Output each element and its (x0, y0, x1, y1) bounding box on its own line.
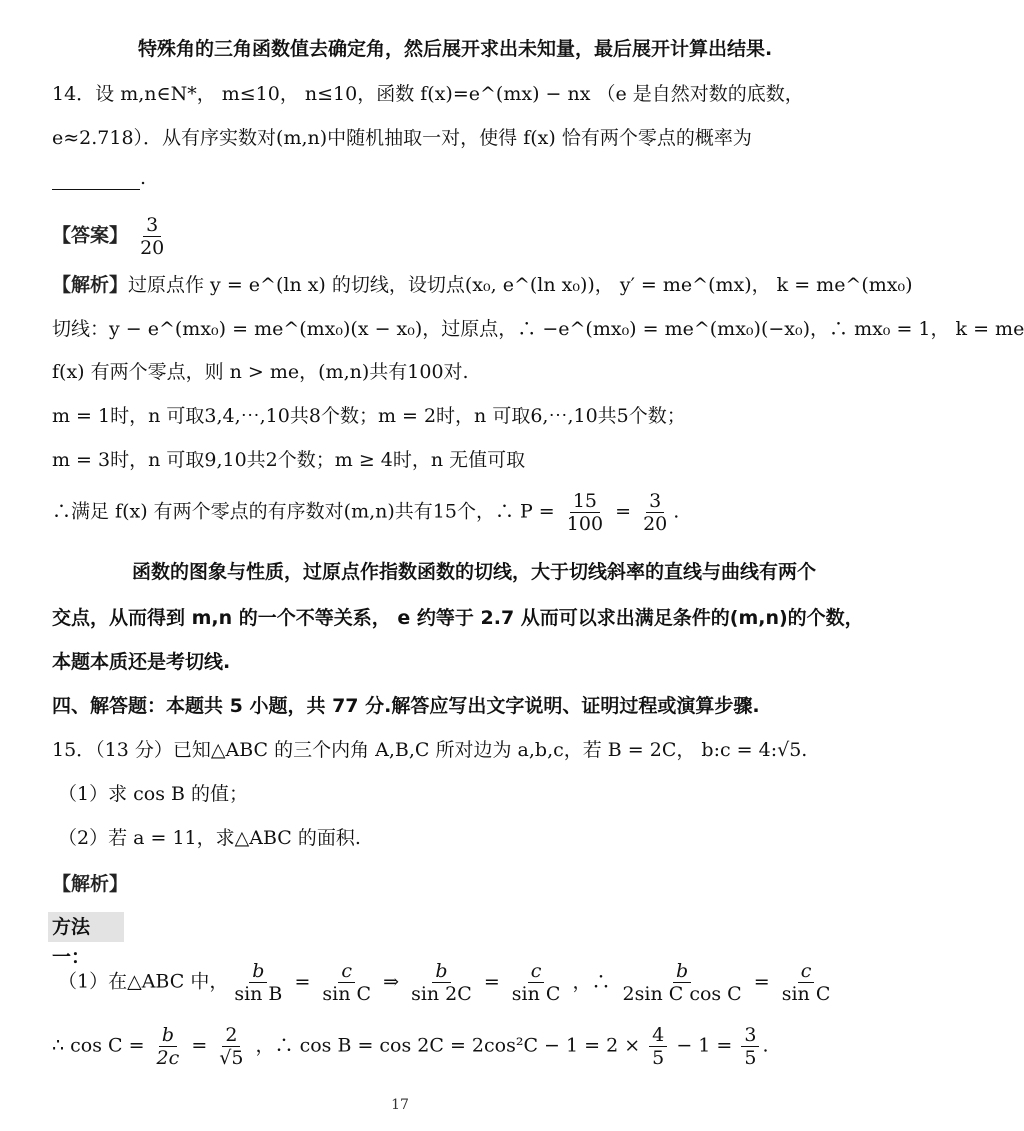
q14-line3 (52, 166, 146, 190)
chain-operator: ⇒ (377, 970, 406, 993)
cosc-frac-2 (216, 1024, 246, 1069)
cosc-frac-1 (154, 1024, 183, 1069)
answer-line (52, 214, 170, 259)
chain-fraction-num: c (798, 960, 815, 983)
p-frac2-den: 20 (643, 513, 668, 535)
solution-line2 (52, 1024, 769, 1069)
cosc-frac2-num: 2 (222, 1024, 240, 1047)
comment-line2: 交点，从而得到 m,n 的一个不等关系， e 约等于 2.7 从而可以求出满足条件的(m,n)的个数， (52, 607, 864, 629)
chain-fraction-den: 2sin C cos C (622, 983, 742, 1005)
chain-fraction (620, 960, 745, 1005)
s2-pre: ∴ cos C = (52, 1034, 145, 1057)
q15-part1: （1）求 cos B 的值； (58, 783, 249, 805)
s2-mid2: − 1 = (676, 1034, 733, 1057)
cosc-frac1-num: b (159, 1024, 177, 1047)
p-frac1-den: 100 (566, 513, 604, 535)
chain-fraction-num: c (338, 960, 355, 983)
q14-line3-suffix: . (140, 167, 147, 189)
chain-fraction-num: b (673, 960, 691, 983)
analysis14-line5: m = 3时，n 可取9,10共2个数；m ≥ 4时，n 无值可取 (52, 449, 526, 471)
q14-line1: 14．设 m,n∈N*， m≤10， n≤10，函数 f(x)=e^(mx) − nx （e 是自然对数的底数， (52, 83, 804, 105)
period-2: . (762, 1034, 769, 1057)
chain-fraction (408, 960, 475, 1005)
p-frac1-num: 15 (570, 490, 600, 513)
page-number: 17 (391, 1097, 409, 1113)
p-fraction-2 (640, 490, 670, 535)
s1-equation-chain (228, 960, 836, 1005)
chain-operator: = (477, 970, 506, 993)
chain-fraction-num: b (432, 960, 450, 983)
analysis14-line6 (52, 490, 679, 535)
chain-fraction-den: sin C (781, 983, 831, 1005)
cosb-frac-1 (649, 1024, 667, 1069)
solution-line1 (58, 960, 836, 1005)
answer-den: 20 (140, 237, 165, 259)
cosc-frac1-den: 2c (156, 1047, 180, 1069)
chain-fraction-den: sin C (511, 983, 561, 1005)
q14-line2: e≈2.718）．从有序实数对(m,n)中随机抽取一对，使得 f(x) 恰有两个零点的概率为 (52, 127, 752, 149)
period: . (673, 500, 680, 523)
answer-label: 【答案】 (52, 224, 129, 247)
answer-num: 3 (143, 214, 161, 237)
analysis14-label: 【解析】 (52, 274, 129, 296)
comment-line1: 函数的图象与性质，过原点作指数函数的切线，大于切线斜率的直线与曲线有两个 (132, 561, 817, 583)
q15-stem: 15．（13 分）已知△ABC 的三个内角 A,B,C 所对边为 a,b,c，若 B = 2C， b:c = 4:√5. (52, 739, 808, 761)
cosb-frac1-den: 5 (652, 1047, 665, 1069)
analysis14-line1 (52, 273, 913, 297)
analysis14-line3: f(x) 有两个零点，则 n > me，(m,n)共有100对. (52, 361, 469, 383)
eq-sign-2: = (191, 1034, 208, 1057)
s2-mid: ，∴ cos B = cos 2C = 2cos²C − 1 = 2 × (255, 1034, 641, 1057)
analysis14-line2: 切线：y − e^(mx₀) = me^(mx₀)(x − x₀)，过原点，∴ −e^(mx₀) = me^(mx₀)(−x₀)，∴ mx₀ = 1， k = me (52, 318, 1024, 340)
eq-sign: = (615, 500, 632, 523)
analysis14-l6-pre: ∴满足 f(x) 有两个零点的有序数对(m,n)共有15个，∴ P = (52, 500, 555, 523)
chain-fraction-den: sin B (234, 983, 283, 1005)
chain-fraction-num: b (249, 960, 267, 983)
chain-fraction-den: sin C (322, 983, 372, 1005)
cosb-frac2-den: 5 (744, 1047, 757, 1069)
method-one-heading: 方法一： (48, 912, 124, 942)
s1-pre: （1）在△ABC 中， (58, 970, 229, 993)
analysis14-line4: m = 1时，n 可取3,4,⋯,10共8个数；m = 2时，n 可取6,⋯,10共5个数； (52, 405, 686, 427)
analysis14-l1-text: 过原点作 y = e^(ln x) 的切线，设切点(x₀, e^(ln x₀))， y′ = me^(mx)， k = me^(mx₀) (128, 274, 913, 296)
answer-blank (52, 173, 140, 190)
cosb-frac-2 (741, 1024, 759, 1069)
chain-operator: ，∴ (566, 970, 617, 993)
q15-part2: （2）若 a = 11，求△ABC 的面积. (58, 827, 361, 849)
p-frac2-num: 3 (646, 490, 664, 513)
top-note: 特殊角的三角函数值去确定角，然后展开求出未知量，最后展开计算出结果. (138, 38, 773, 60)
chain-operator: = (747, 970, 776, 993)
analysis15-label: 【解析】 (52, 873, 129, 895)
cosc-frac2-den: √5 (219, 1047, 244, 1069)
chain-fraction (231, 960, 285, 1005)
answer-fraction (137, 214, 167, 259)
chain-fraction (779, 960, 834, 1005)
section4-heading: 四、解答题：本题共 5 小题，共 77 分.解答应写出文字说明、证明过程或演算步骤. (52, 695, 760, 717)
chain-fraction-num: c (528, 960, 545, 983)
chain-fraction (509, 960, 564, 1005)
comment-line3: 本题本质还是考切线. (52, 651, 231, 673)
chain-fraction (319, 960, 374, 1005)
p-fraction-1 (564, 490, 606, 535)
cosb-frac1-num: 4 (649, 1024, 667, 1047)
chain-operator: = (288, 970, 317, 993)
chain-fraction-den: sin 2C (411, 983, 472, 1005)
cosb-frac2-num: 3 (741, 1024, 759, 1047)
